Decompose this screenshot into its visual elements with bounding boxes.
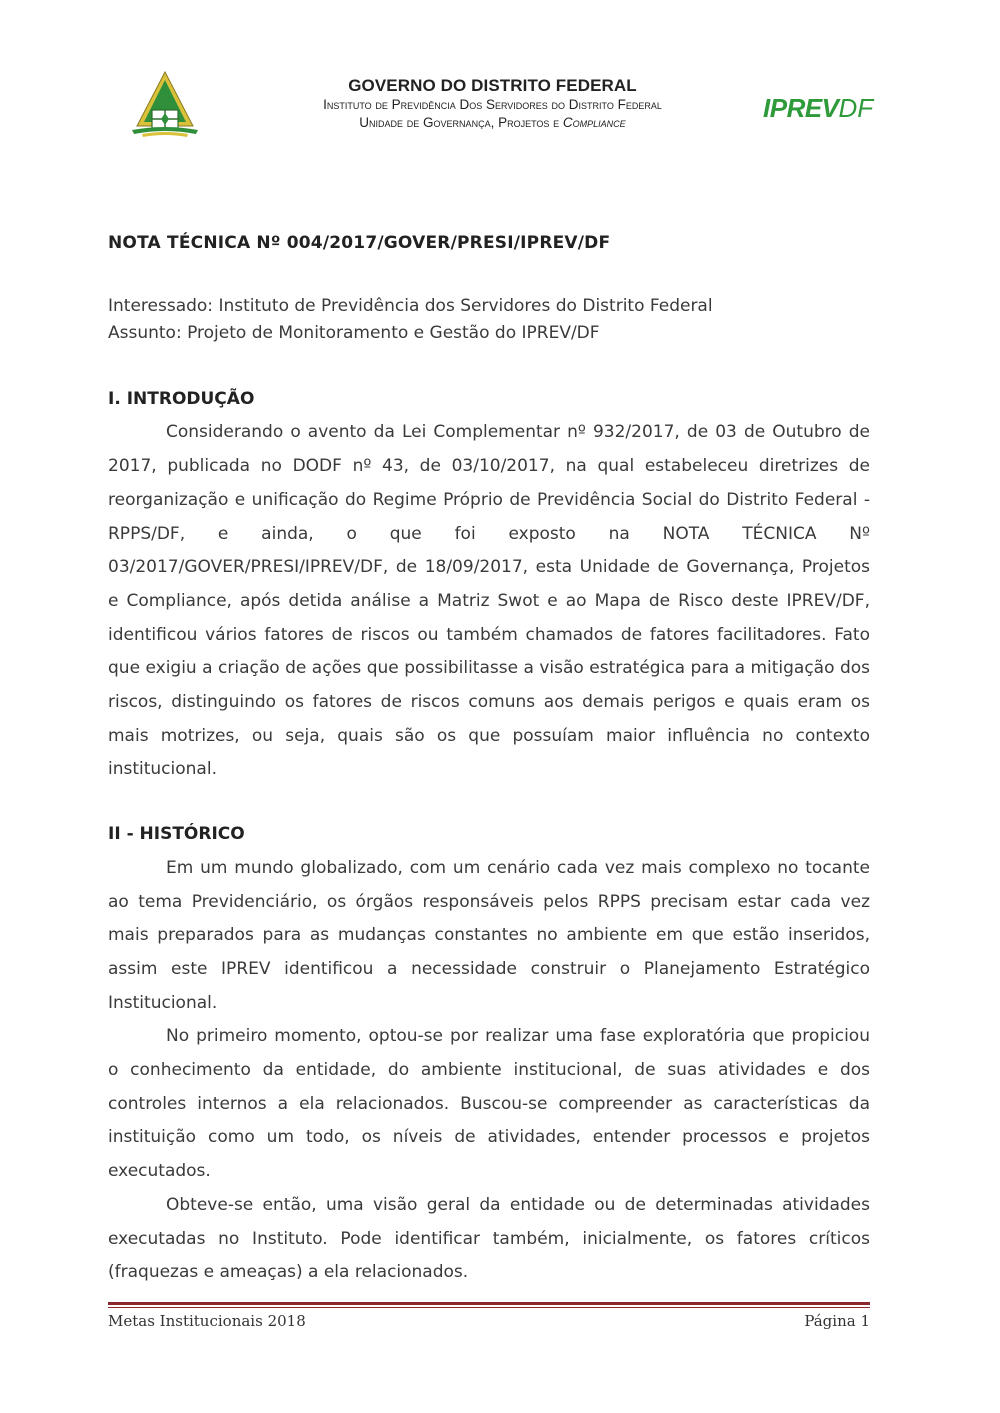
paragraph: Considerando o avento da Lei Complementar nº 932/2017, de 03 de Outubro de 2017, publicada no DODF nº 43, de 03/10/2017, na qual estabeleceu diretrizes de reorganização e unificação do Regime Próprio de Previdência Social do Distrito Federal - RPPS/DF, e ainda, o que foi exposto na NOTA TÉCNICA Nº 03/2017/GOVER/PRESI/IPREV/DF, de 18/09/2017, esta Unidade de Governança, Projetos e Compliance, após detida análise a Matriz Swot e ao Mapa de Risco deste IPREV/DF, identificou vários fatores de riscos ou também chamados de fatores facilitadores. Fato que exigiu a criação de ações que possibilitasse a visão estratégica para a mitigação dos riscos, distinguindo os fatores de riscos comuns aos demais perigos e quais eram os mais motrizes, ou seja, quais são os que possuíam maior influência no contexto institucional. (108, 422, 870, 780)
section-heading: I. INTRODUÇÃO (108, 388, 255, 409)
assunto-line: Assunto: Projeto de Monitoramento e Gestão do IPREV/DF (108, 322, 600, 343)
paragraph: No primeiro momento, optou-se por realizar uma fase exploratória que propiciou o conhecimento da entidade, do ambiente institucional, de suas atividades e dos controles internos a ela relacionados. Buscou-se compreender as características da instituição como um todo, os níveis de atividades, entender processos e projetos executados. (108, 1026, 870, 1182)
document-meta (108, 293, 870, 347)
iprev-logo (763, 90, 883, 126)
paragraph: Em um mundo globalizado, com um cenário cada vez mais complexo no tocante ao tema Previdenciário, os órgãos responsáveis pelos RPPS precisam estar cada vez mais preparados para as mudanças constantes no ambiente em que estão inseridos, assim este IPREV identificou a necessidade construir o Planejamento Estratégico Institucional. (108, 857, 870, 1013)
section-historico (108, 818, 870, 1290)
interessado-line: Interessado: Instituto de Previdência dos Servidores do Distrito Federal (108, 295, 713, 316)
page-header (0, 0, 1000, 150)
document-title: NOTA TÉCNICA Nº 004/2017/GOVER/PRESI/IPREV/DF (108, 233, 611, 253)
section-introducao (108, 383, 870, 787)
coat-of-arms-icon (130, 70, 200, 142)
unit-name-italic: Compliance (562, 115, 626, 130)
header-text (240, 76, 745, 132)
footer-rule-thick (108, 1302, 870, 1305)
unit-name-prefix: Unidade de Governança, Projetos e (359, 115, 563, 130)
page-number: Página 1 (804, 1312, 870, 1330)
document-body (108, 227, 870, 1290)
footer-title: Metas Institucionais 2018 (108, 1312, 306, 1330)
section-heading: II - HISTÓRICO (108, 824, 245, 845)
institute-name: Instituto de Previdência Dos Servidores do Distrito Federal (323, 97, 662, 112)
unit-name (240, 114, 745, 132)
logo-suffix: DF (838, 93, 874, 123)
government-name: GOVERNO DO DISTRITO FEDERAL (348, 76, 637, 95)
paragraph: Obteve-se então, uma visão geral da entidade ou de determinadas atividades executadas no Instituto. Pode identificar também, inicialmente, os fatores críticos (fraquezas e ameaças) a ela relacionados. (108, 1194, 870, 1283)
footer-rule-thin (108, 1307, 870, 1308)
logo-main: IPREV (763, 93, 839, 123)
